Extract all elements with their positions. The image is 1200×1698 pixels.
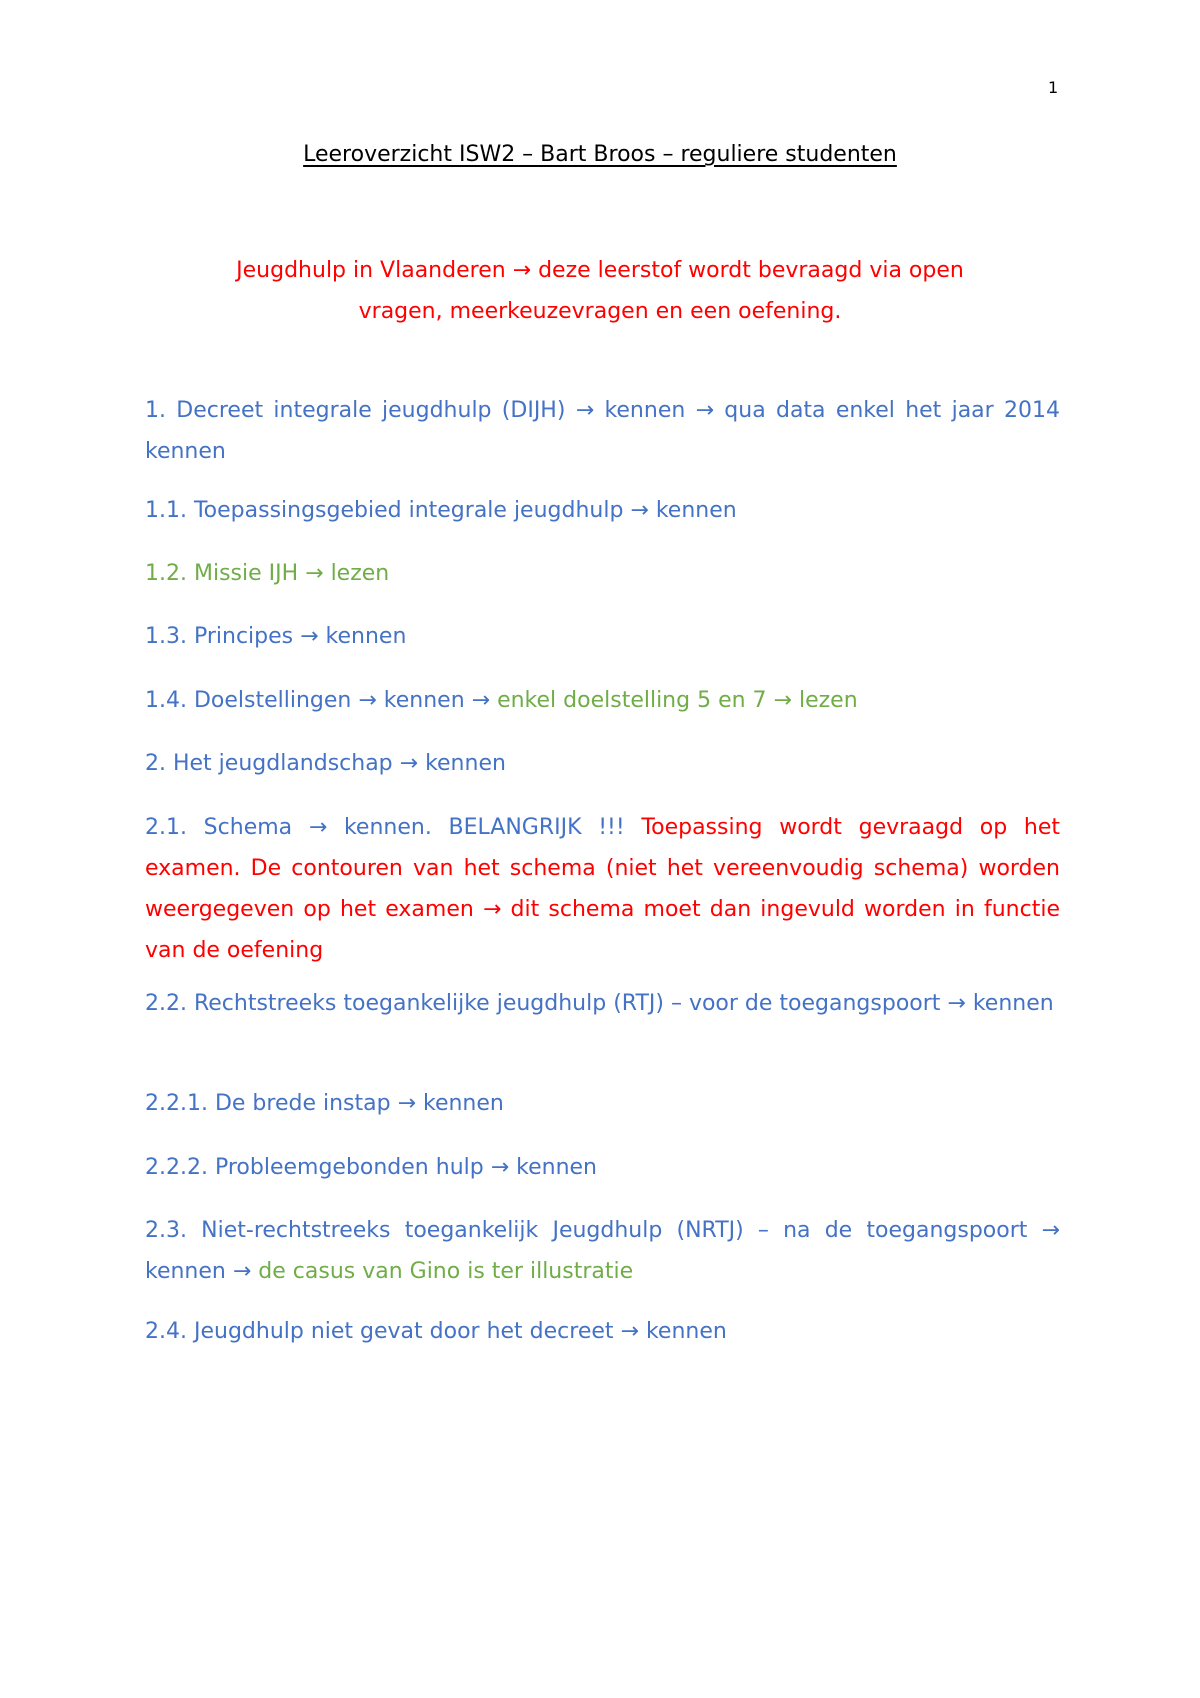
item-2-4: 2.4. Jeugdhulp niet gevat door het decreet → kennen — [145, 1319, 727, 1344]
item-1-3: 1.3. Principes → kennen — [145, 624, 407, 649]
item-1-1: 1.1. Toepassingsgebied integrale jeugdhulp → kennen — [145, 498, 737, 523]
item-1-4-main: 1.4. Doelstellingen → kennen → — [145, 688, 498, 713]
item-1-4 — [145, 680, 1060, 721]
intro-line-2: vragen, meerkeuzevragen en een oefening. — [358, 299, 842, 324]
item-2: 2. Het jeugdlandschap → kennen — [145, 751, 506, 776]
item-2-1-note: Toepassing wordt gevraagd op het examen. De contouren van het schema (niet het vereenvoudig schema) worden weergegeven op het examen → dit schema moet dan ingevuld worden in functie van de oefening — [145, 815, 1060, 963]
item-2-3 — [145, 1210, 1060, 1292]
item-2-3-note: de casus van Gino is ter illustratie — [258, 1259, 634, 1284]
document-title-text: Leeroverzicht ISW2 – Bart Broos – reguliere studenten — [303, 142, 897, 167]
item-1-2: 1.2. Missie IJH → lezen — [145, 561, 390, 586]
item-1: 1. Decreet integrale jeugdhulp (DIJH) → kennen → qua data enkel het jaar 2014 kennen — [145, 398, 1060, 464]
item-2-1-main: 2.1. Schema → kennen. BELANGRIJK !!! — [145, 815, 642, 840]
item-2-2-1: 2.2.1. De brede instap → kennen — [145, 1091, 504, 1116]
item-2-1 — [145, 807, 1060, 971]
page-number: 1 — [1048, 78, 1059, 97]
item-2-2: 2.2. Rechtstreeks toegankelijke jeugdhulp (RTJ) – voor de toegangspoort → kennen — [145, 991, 1054, 1016]
item-2-2-2: 2.2.2. Probleemgebonden hulp → kennen — [145, 1155, 597, 1180]
document-title — [0, 142, 1200, 167]
intro-line-1: Jeugdhulp in Vlaanderen → deze leerstof wordt bevraagd via open — [236, 258, 964, 283]
item-1-4-note: enkel doelstelling 5 en 7 → lezen — [497, 688, 858, 713]
item-2-3-main: 2.3. Niet-rechtstreeks toegankelijk Jeugdhulp (NRTJ) – na de toegangspoort → kennen → — [145, 1218, 1060, 1284]
intro-note — [140, 250, 1060, 332]
